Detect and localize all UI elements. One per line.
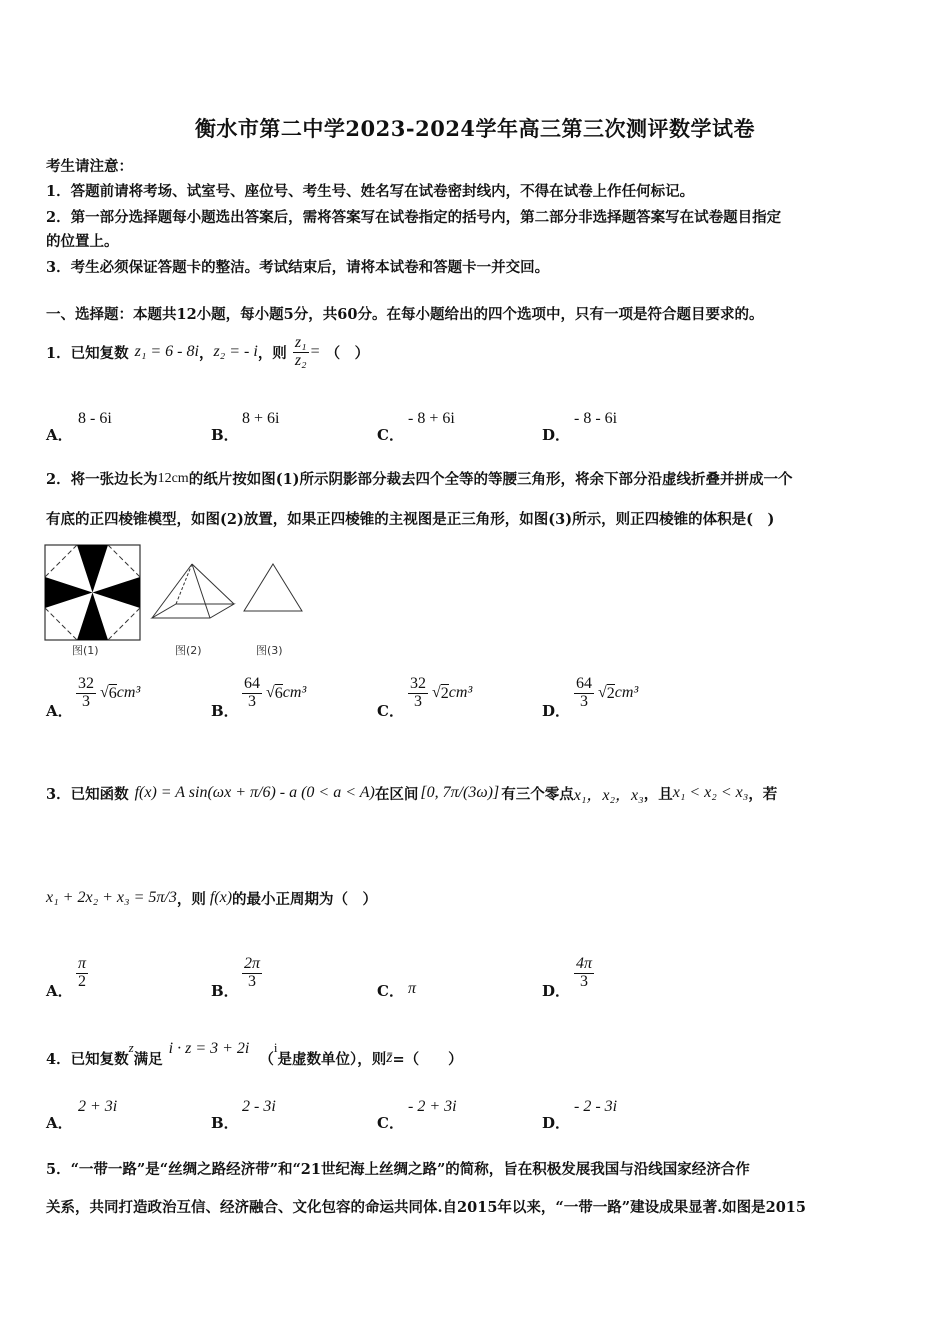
notice-item: 3．考生必须保证答题卡的整洁。考试结束后，请将本试卷和答题卡一并交回。 [46,259,550,276]
option-label: C． [377,426,404,444]
q3-fx: f(x) [209,889,233,906]
figure-caption: 图(2) [175,644,202,657]
option-value [574,956,594,991]
radicand: 2 [606,684,615,702]
question-5-line-2: 关系，共同打造政治互信、经济融合、文化包容的命运共同体.自2015年以来，“一带一路”建设成果显著.如图是2015 [46,1199,806,1216]
q3-order: x₁ < x₂ < x₃ [672,784,749,801]
q1-paren: （ ） [325,344,370,362]
option-value: 2 + 3i [78,1098,118,1115]
option-label: D． [542,702,571,720]
pyramid-base [152,604,234,618]
notice-item: 的位置上。 [46,233,119,250]
option-value: - 2 + 3i [408,1098,457,1115]
option-label: B． [211,702,239,720]
frac-den: 3 [248,972,256,990]
pyramid-edge [152,564,192,618]
frac-den: 3 [414,692,422,710]
frac-num: 32 [410,675,426,692]
option-value: 2 - 3i [242,1098,276,1115]
option-label: B． [211,1114,239,1132]
question-1 [46,330,369,374]
frac-den: 3 [82,692,90,710]
pyramid-hidden-edge [176,564,192,604]
option-label: C． [377,1114,404,1132]
q1-stem-b: ，则 [257,344,287,362]
option-label: A． [46,426,73,444]
q1-z1: z₁ = 6 - 8i [134,343,199,360]
option-value: - 2 - 3i [574,1098,618,1115]
option-label: D． [542,982,571,1000]
question-2-line-1 [46,468,793,489]
section-heading: 一、选择题：本题共12小题，每小题5分，共60分。在每小题给出的四个选项中，只有一项是符合题目要求的。 [46,306,764,323]
frac-num: 4π [576,955,593,972]
frac-num: 2π [244,955,261,972]
q4-options [46,1096,906,1130]
radicand: 6 [274,684,283,702]
front-view-triangle [244,564,302,611]
question-3-line-1 [46,770,777,816]
q3-stem-e: ，若 [748,785,778,803]
figure-caption: 图(1) [72,644,99,657]
unit: cm³ [282,684,307,702]
q4-equation: i · z = 3 + 2i [168,1040,250,1057]
q3-stem: 3．已知函数 [46,785,129,803]
option-value: $\frac{32}{3}$ √ 2 cm³ [410,675,473,710]
option-label: A． [46,1114,73,1132]
q4-stem: 4．已知复数 [46,1050,129,1068]
q3-interval: [0, 7π/(3ω)] [420,784,500,801]
q3-stem-b: 在区间 [374,785,419,803]
radicand: 2 [440,684,449,702]
q2-options [46,676,906,726]
frac-num: π [78,955,87,972]
question-4 [46,1040,463,1076]
frac-num: 64 [576,675,592,692]
frac-num: 32 [78,675,94,692]
figure-2-pyramid [150,560,236,620]
option-value: $\frac{32}{3}$ √ 6 cm³ [78,675,141,710]
question-3-line-2 [46,878,377,918]
q1-fraction [293,335,309,370]
q4-i: i [273,1040,278,1055]
question-2-line-2: 有底的正四棱锥模型，如图(2)放置，如果正四棱锥的主视图是正三角形，如图(3)所示，则正四棱锥的体积是( ) [46,511,775,528]
q3-stem-c: 有三个零点 [501,785,574,803]
q1-sep: ， [198,344,214,362]
q2-length: 12cm [157,470,189,486]
q2-stem: 2．将一张边长为 [46,471,158,488]
option-value: 8 + 6i [242,410,280,427]
option-label: A． [46,982,73,1000]
option-value: - 8 + 6i [408,410,455,427]
q1-equals: = [310,343,320,360]
option-label: B． [211,982,239,1000]
option-value: 8 - 6i [78,410,112,427]
option-label: D． [542,426,571,444]
q1-stem: 1．已知复数 [46,344,129,362]
q3-zeros: x₁，x₂，x₃ [573,786,644,804]
option-value: $\frac{64}{3}$ √ 2 cm³ [576,675,639,710]
q4-stem-d: 是虚数单位），则 [277,1050,387,1068]
q3-function: f(x) = A sin(ωx + π/6) - a (0 < a < A) [134,784,375,801]
option-value [242,956,262,991]
q1-options [46,408,906,442]
option-label: D． [542,1114,571,1132]
q4-stem-b: 满足 [133,1050,163,1068]
option-label: B． [211,426,239,444]
option-value: - 8 - 6i [574,410,618,427]
q4-zbar: z̄ [386,1049,393,1066]
q3-options [46,956,906,1004]
option-value [76,956,88,991]
notice-heading: 考生请注意： [46,158,133,175]
question-5-line-1: 5．“一带一路”是“丝绸之路经济带”和“21世纪海上丝绸之路”的简称，旨在积极发展我国与沿线国家经济合作 [46,1161,750,1178]
q3-stem-g: 的最小正周期为（ ） [232,890,378,908]
option-label: C． [377,702,404,720]
q1-frac-num: z₁ [294,333,307,351]
q2-stem-b: 的纸片按如图(1)所示阴影部分裁去四个全等的等腰三角形，将余下部分沿虚线折叠并拼成一个 [188,471,793,488]
option-label: A． [46,702,73,720]
frac-num: 64 [244,675,260,692]
q3-stem-f: ，则 [176,890,206,908]
frac-den: 3 [580,972,588,990]
q3-condition: x₁ + 2x₂ + x₃ = 5π/3 [46,889,177,906]
unit: cm³ [448,684,473,702]
frac-den: 3 [248,692,256,710]
figure-3-triangle [242,562,304,614]
unit: cm³ [116,684,141,702]
q4-z: z [128,1040,134,1055]
page-title: 衡水市第二中学2023-2024学年高三第三次测评数学试卷 [194,116,756,141]
notice-item: 1．答题前请将考场、试室号、座位号、考生号、姓名写在试卷密封线内，不得在试卷上作任何标记。 [46,183,695,200]
q1-z2: z₂ = - i [213,343,258,360]
q1-frac-den: z₂ [294,351,307,369]
frac-den: 2 [78,972,86,990]
unit: cm³ [614,684,639,702]
option-value: $\frac{64}{3}$ √ 6 cm³ [244,675,307,710]
option-label: C． [377,982,404,1000]
q3-stem-d: ，且 [643,785,673,803]
notice-item: 2．第一部分选择题每小题选出答案后，需将答案写在试卷指定的括号内，第二部分非选择题答案写在试卷题目指定 [46,209,782,226]
figure-1-square [44,544,142,642]
figure-caption: 图(3) [256,644,283,657]
frac-den: 3 [580,692,588,710]
radicand: 6 [108,684,117,702]
q4-stem-e: =（ ） [392,1050,463,1068]
option-value: π [408,980,417,997]
q4-stem-c: （ [259,1050,274,1068]
